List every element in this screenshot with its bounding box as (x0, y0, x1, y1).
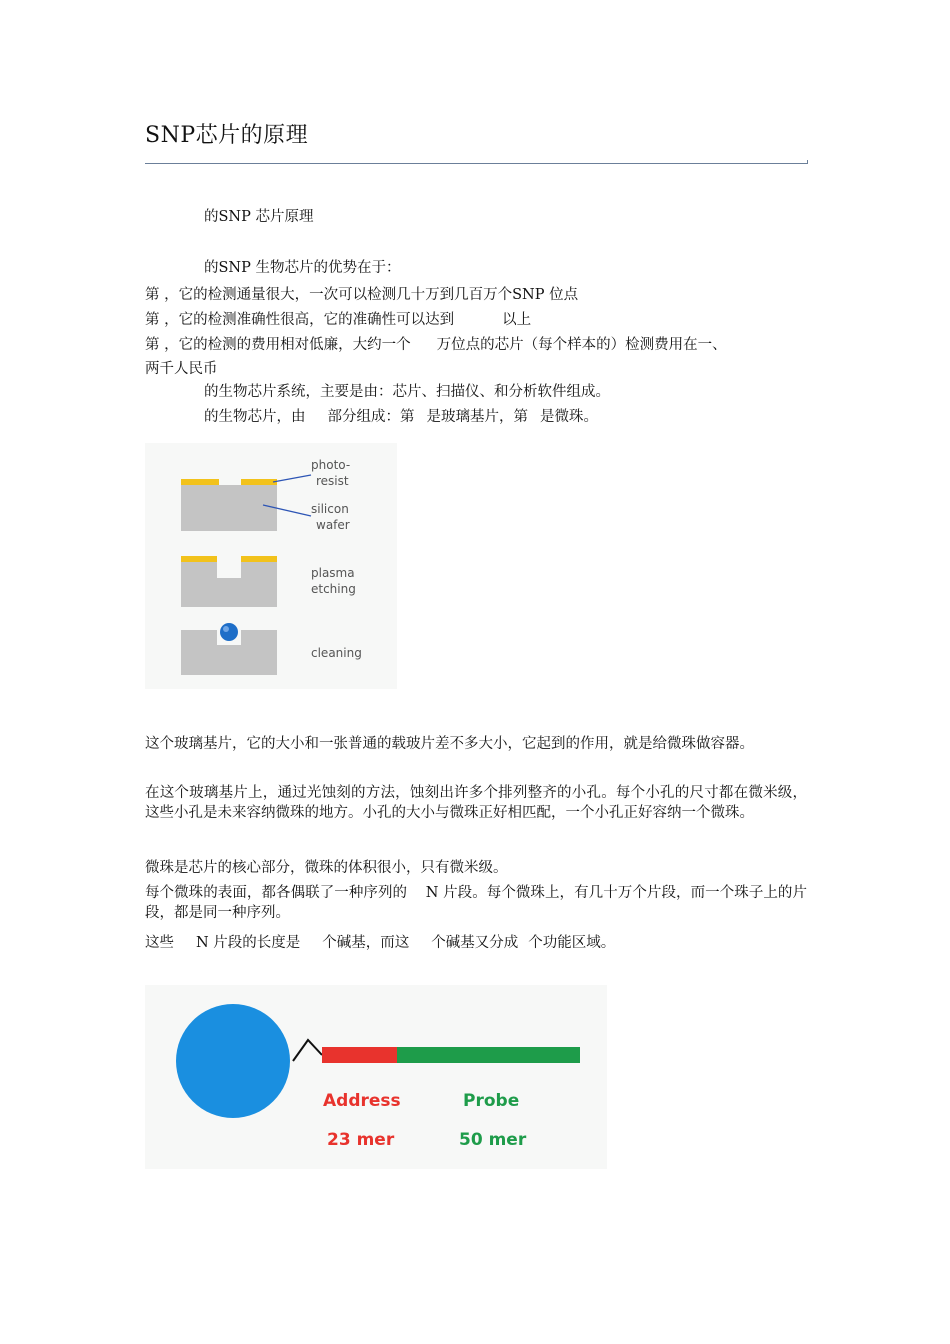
parts-b: 部分组成：第 (327, 409, 415, 425)
photoresist-left (181, 479, 219, 485)
label-plasma: plasma (311, 566, 355, 580)
photoresist-right (241, 479, 277, 485)
paragraph-4: 每个微珠的表面，都各偶联了一种序列的 N 片段。每个微珠上，有几十万个片段，而一个珠子上的片段，都是同一种序列。 (145, 885, 807, 921)
last-b: N 片段的长度是 (196, 935, 301, 951)
probe-segment (397, 1047, 580, 1063)
advantage-3 (145, 335, 727, 355)
section-heading: 的SNP 芯片原理 (204, 209, 314, 225)
advantage-2-suffix: 以上 (502, 312, 532, 328)
label-photo: photo- (311, 458, 351, 472)
resist-left-2 (181, 556, 217, 562)
probe-length: 50 mer (459, 1130, 527, 1150)
paragraph-1: 这个玻璃基片，它的大小和一张普通的载玻片差不多大小，它起到的作用，就是给微珠做容器。 (145, 736, 754, 752)
last-e: 个功能区域。 (528, 935, 616, 951)
last-c: 个碱基，而这 (322, 935, 410, 951)
bead-oligo-figure (145, 985, 607, 1169)
bead-in-well (220, 623, 238, 641)
advantage-3-text: 第 ，它的检测的费用相对低廉，大约一个 (145, 337, 411, 353)
parts-d: 是微珠。 (540, 409, 598, 425)
paragraph-5 (145, 933, 615, 953)
advantage-3-suffix: 万位点的芯片（每个样本的）检测费用在一、 (436, 337, 727, 353)
page-title: SNP芯片的原理 (145, 123, 309, 148)
bead-oligo-diagram (145, 985, 607, 1169)
advantage-2-text: 第 ，它的检测准确性很高，它的准确性可以达到 (145, 312, 455, 328)
probe-label: Probe (463, 1091, 520, 1111)
advantage-2 (145, 310, 531, 330)
label-resist: resist (316, 474, 349, 488)
label-cleaning: cleaning (311, 646, 362, 660)
advantage-1-text: 第 ，它的检测通量很大，一次可以检测几十万到几百万个SNP 位点 (145, 287, 579, 303)
parts-line (204, 407, 598, 427)
paragraph-3: 微珠是芯片的核心部分，微珠的体积很小，只有微米级。 (145, 860, 508, 876)
system-line: 的生物芯片系统，主要是由：芯片、扫描仪、和分析软件组成。 (204, 384, 610, 400)
bead-highlight (223, 626, 229, 632)
advantage-1 (145, 285, 578, 305)
linker-line (293, 1040, 322, 1061)
label-etching: etching (311, 582, 356, 596)
address-label: Address (323, 1091, 401, 1111)
label-wafer: wafer (316, 518, 350, 532)
advantage-3-continuation: 两千人民币 (145, 361, 218, 377)
last-d: 个碱基又分成 (431, 935, 519, 951)
last-a: 这些 (145, 935, 174, 951)
parts-c: 是玻璃基片，第 (426, 409, 528, 425)
photoresist-leader (273, 475, 311, 482)
label-silicon: silicon (311, 502, 349, 516)
address-segment (322, 1047, 397, 1063)
parts-a: 的生物芯片，由 (204, 409, 306, 425)
title-divider (145, 163, 807, 164)
etching-process-figure (145, 443, 397, 689)
microbead (176, 1004, 290, 1118)
wafer-1 (181, 485, 277, 531)
paragraph-2: 在这个玻璃基片上，通过光蚀刻的方法，蚀刻出许多个排列整齐的小孔。每个小孔的尺寸都在微米级，这些小孔是未来容纳微珠的地方。小孔的大小与微珠正好相匹配，一个小孔正好容纳一个微珠。 (145, 785, 807, 821)
resist-right-2 (241, 556, 277, 562)
advantages-intro: 的SNP 生物芯片的优势在于： (204, 260, 401, 276)
address-length: 23 mer (327, 1130, 395, 1150)
wafer-2-etched (181, 562, 277, 607)
etching-process-diagram (145, 443, 397, 689)
